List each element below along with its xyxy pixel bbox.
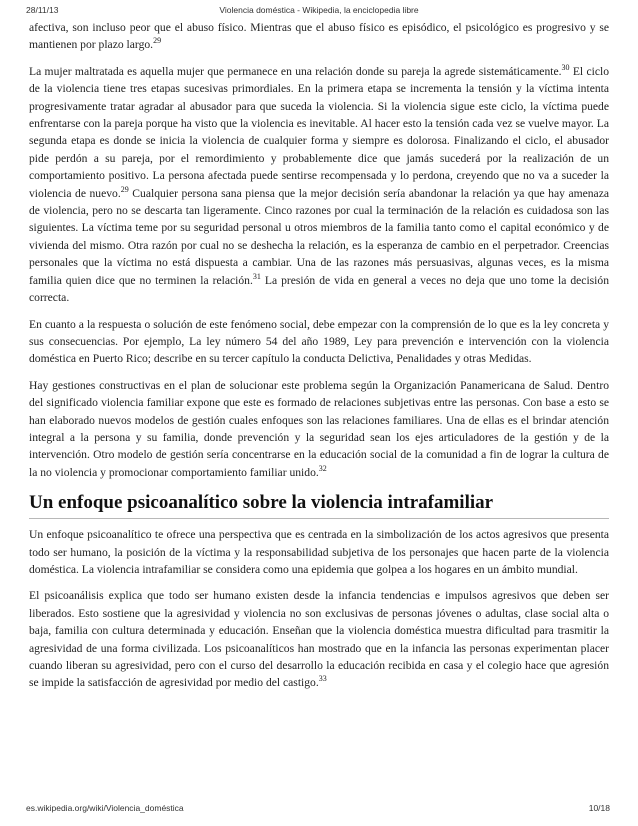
reference-link[interactable]: 29 xyxy=(120,184,129,194)
paragraph-4: Hay gestiones constructivas en el plan de solucionar este problema según la Organización Panamericana de Salud. Dentro del significado violencia familiar expone que este es formado de relaciones subjetivas entre las personas. Con base a esto se han elaborado nuevos modelos de gestión cuales enfoques son las relaciones familiares. Una de ellas es el brindar atención integral a la persona y su familia, donde prevención y la seguridad sean los ejes articuladores de la gestión y de la intervención. Otro modelo de gestión sería concentrarse en la educación social de la comunidad a fin de lograr la cultura de la no violencia y promocionar comportamiento familiar unido.$^{32}$ xyxy=(29,378,609,479)
paragraph-3: En cuanto a la respuesta o solución de este fenómeno social, debe empezar con la comprensión de lo que es la ley concreta y sus consecuencias. Por ejemplo, La ley número 54 del año 1989, Ley para prevención e intervención con la violencia doméstica en Puerto Rico; describe en su tercer capítulo la conducta Delictiva, Penalidades y otras Medidas. xyxy=(29,317,609,366)
reference-link[interactable]: 31 xyxy=(252,271,261,281)
section-paragraph-2: El psicoanálisis explica que todo ser humano existen desde la infancia tendencias e impulsos agresivos que deben ser liberados. Esto sostiene que la agresividad y violencia no son exclusivas de personas jóvenes o adultas, clase social alta o baja, familia con cultura determinada y educación. Enseñan que la violencia doméstica muestra dificultad para trasmitir la agresividad de una forma civilizada. Los psicoanalíticos han mostrado que en la infancia las personas experimentan placer cuando liberan su agresividad, pero con el curso del desarrollo la educación recibida en casa y el colegio hace que agresión se impide la satisfacción de agresividad por medio del castigo.$^{33}$ xyxy=(29,589,609,690)
reference-link[interactable]: 32 xyxy=(318,463,327,473)
article-content xyxy=(29,19,609,701)
paragraph-2: La mujer maltratada es aquella mujer que permanece en una relación donde su pareja la agrede sistemáticamente.$^{30}$ El ciclo de la violencia tiene tres etapas sucesivas primordiales. En la primera etapa se incrementa la tensión y la víctima intenta progresivamente tratar agradar al abusador para que suceda la violencia. Si la violencia sigue este ciclo, la víctima puede enfrentarse con la pareja porque ha visto que la violencia es inevitable. Al hacer esto la tensión cada vez se vuelve mayor. La segunda etapa es donde se inicia la violencia de cualquier forma y siempre es dolorosa. Finalizando el ciclo, el abusador pide perdón a su pareja, por el remordimiento y probablemente dice que jamás sucederá por la realización de un comportamiento positivo. La persona afectada puede sentirse recompensada y lo perdona, creyendo que no va a suceder la violencia de nuevo.$^{29}$ Cualquier persona sana piensa que la mejor decisión sería abandonar la relación ya que hay amenaza de violencia, pero no se descarta tan ligeramente. Cinco razones por cual la terminación de la relación es cuidadosa son las siguientes. La víctima teme por su seguridad personal u otros miembros de la familia tanto como el capital económico y de vivienda del mismo. Otra razón por cual no se deshecha la relación, es la esperanza de cambio en el perpetrador. Creencias personales que la víctima no está dispuesta a cambiar. Una de las razones más persuasivas, algunas veces, es la misma familia quien dice que no terminen la relación.$^{31}$ La presión de vida en general a veces no deja que uno tome la decisión correcta. xyxy=(29,62,610,305)
reference-link[interactable]: 29 xyxy=(153,36,162,46)
paragraph-1: afectiva, son incluso peor que el abuso físico. Mientras que el abuso físico es episódico, el psicológico es progresivo y se mantienen por plazo largo.$^{29}$ xyxy=(29,21,609,52)
reference-link[interactable]: 33 xyxy=(318,674,327,684)
section-heading: Un enfoque psicoanalítico sobre la violencia intrafamiliar xyxy=(29,490,609,519)
section-paragraph-1: Un enfoque psicoanalítico te ofrece una perspectiva que es centrada en la simbolización de los actos agresivos que presenta todo ser humano, la posición de la víctima y la responsabilidad subjetiva de los personajes que hacen parte de la violencia doméstica. La violencia intrafamiliar se considera como una epidemia que golpea a los hogares en un ámbito mundial. xyxy=(29,528,609,576)
print-footer xyxy=(0,803,638,817)
print-date: 28/11/13 xyxy=(26,5,59,15)
page-number: 10/18 xyxy=(588,803,610,813)
print-header xyxy=(0,5,638,19)
print-page-title: Violencia doméstica - Wikipedia, la enciclopedia libre xyxy=(219,5,419,15)
reference-link[interactable]: 30 xyxy=(561,62,570,72)
page-url: es.wikipedia.org/wiki/Violencia_doméstica xyxy=(26,803,184,813)
